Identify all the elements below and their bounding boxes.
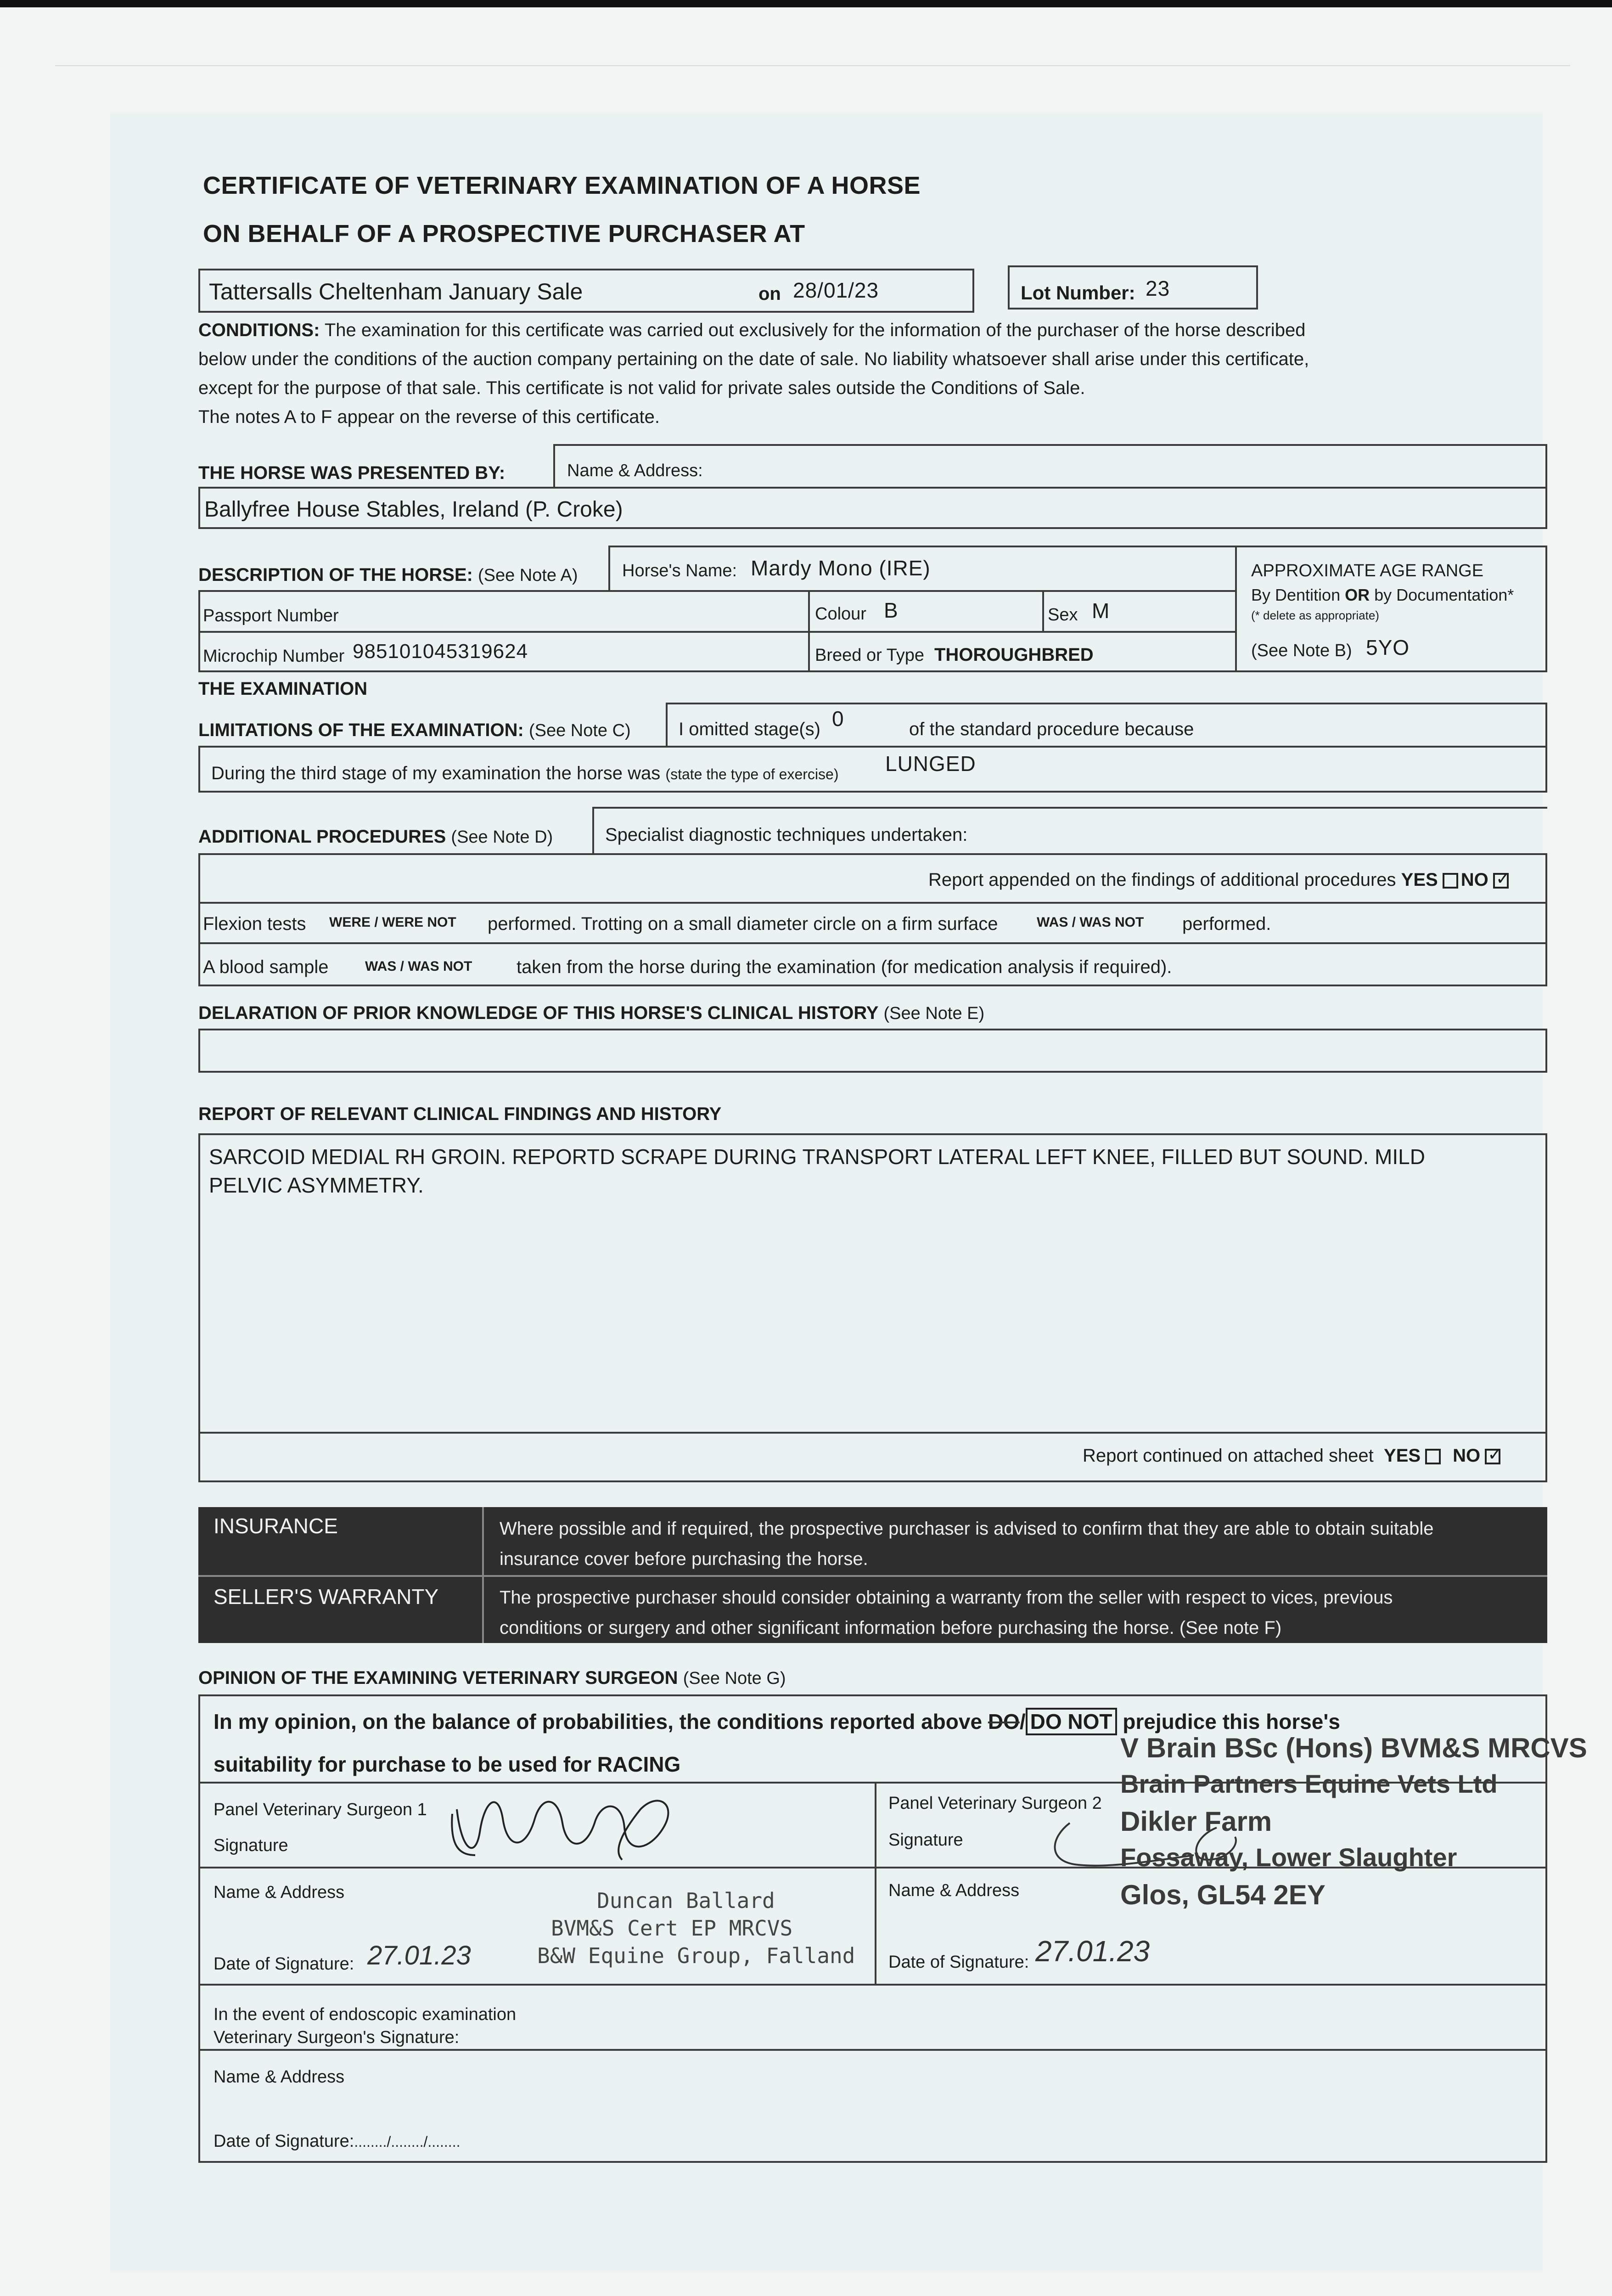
opinion-do-not-option[interactable]: DO NOT — [1026, 1708, 1117, 1735]
horse-name-label: Horse's Name: — [622, 561, 737, 580]
report-label: REPORT OF RELEVANT CLINICAL FINDINGS AND HISTORY — [198, 1104, 722, 1124]
surgeon1-stamp-line1: Duncan Ballard — [597, 1888, 775, 1913]
description-label: DESCRIPTION OF THE HORSE: — [198, 565, 473, 585]
declaration-row — [198, 1003, 984, 1024]
declaration-field[interactable] — [198, 1029, 1547, 1073]
sex-value[interactable]: M — [1092, 599, 1110, 623]
surgeon2-panel-label: Panel Veterinary Surgeon 2 — [888, 1794, 1102, 1813]
surgeon1-signature-label: Signature — [213, 1836, 288, 1855]
microchip-value[interactable]: 985101045319624 — [353, 640, 528, 663]
limitations-label: LIMITATIONS OF THE EXAMINATION: — [198, 720, 524, 740]
surgeon1-panel-label: Panel Veterinary Surgeon 1 — [213, 1800, 427, 1819]
flexion-label: Flexion tests — [203, 914, 306, 934]
breed-value[interactable]: THOROUGHBRED — [934, 645, 1094, 665]
specialist-label: Specialist diagnostic techniques undertaken: — [605, 825, 968, 845]
certificate-title-line1: CERTIFICATE OF VETERINARY EXAMINATION OF A HORSE — [203, 172, 921, 199]
age-value[interactable]: 5YO — [1366, 636, 1410, 659]
description-label-row — [198, 565, 578, 585]
insurance-label: INSURANCE — [213, 1514, 338, 1538]
surgeon2-name-label: Name & Address — [888, 1881, 1020, 1900]
conditions-label: CONDITIONS: — [198, 320, 320, 340]
surgeon2-stamp-line2: Brain Partners Equine Vets Ltd — [1120, 1769, 1498, 1798]
omitted-label: I omitted stage(s) — [679, 719, 821, 739]
opinion-text-b: prejudice this horse's — [1123, 1710, 1340, 1733]
report-continued-yes: YES — [1384, 1446, 1421, 1466]
opinion-statement — [213, 1709, 1340, 1734]
report-appended-yes-checkbox[interactable] — [1443, 873, 1458, 889]
scan-top-edge — [0, 0, 1612, 7]
declaration-label: DELARATION OF PRIOR KNOWLEDGE OF THIS HORSE'S CLINICAL HISTORY — [198, 1003, 879, 1023]
trotting-performed: performed. — [1182, 914, 1271, 934]
report-continued-no-checkbox[interactable] — [1485, 1449, 1500, 1464]
report-appended-no-checkbox[interactable] — [1493, 873, 1509, 889]
passport-label: Passport Number — [203, 606, 339, 625]
report-line2: PELVIC ASYMMETRY. — [209, 1173, 424, 1197]
opinion-text-c: suitability for purchase to be used for RACING — [213, 1752, 681, 1776]
flexion-were-options[interactable]: WERE / WERE NOT — [329, 915, 456, 930]
presented-name-address-label: Name & Address: — [567, 461, 703, 480]
third-stage-small: (state the type of exercise) — [665, 766, 839, 782]
report-line1: SARCOID MEDIAL RH GROIN. REPORTD SCRAPE DURING TRANSPORT LATERAL LEFT KNEE, FILLED BUT SOUND. MILD — [209, 1145, 1425, 1169]
age-by-dentition: By Dentition — [1251, 585, 1341, 604]
surgeon1-date-label: Date of Signature: — [213, 1954, 354, 1974]
omitted-suffix: of the standard procedure because — [909, 719, 1194, 739]
surgeon1-name-label: Name & Address — [213, 1883, 345, 1902]
opinion-text-a: In my opinion, on the balance of probabilities, the conditions reported above — [213, 1710, 983, 1733]
breed-label: Breed or Type — [815, 646, 925, 665]
surgeon1-stamp-line2: BVM&S Cert EP MRCVS — [551, 1916, 793, 1941]
endoscopic-date-blank[interactable]: ......../......../........ — [354, 2133, 461, 2150]
lot-number-label: Lot Number: — [1021, 282, 1135, 304]
third-stage-row — [211, 763, 838, 784]
warranty-text — [500, 1582, 1393, 1643]
declaration-note: (See Note E) — [883, 1004, 985, 1023]
limitations-note: (See Note C) — [528, 721, 631, 740]
conditions-block — [198, 316, 1553, 432]
colour-value[interactable]: B — [884, 598, 899, 622]
surgeon2-stamp-line5: Glos, GL54 2EY — [1120, 1880, 1326, 1910]
age-by-documentation: by Documentation* — [1374, 585, 1514, 604]
opinion-label: OPINION OF THE EXAMINING VETERINARY SURGEON — [198, 1668, 678, 1688]
blood-was-options[interactable]: WAS / WAS NOT — [365, 959, 472, 974]
endoscopic-date-label: Date of Signature: — [213, 2132, 354, 2151]
lot-number-value[interactable]: 23 — [1146, 276, 1170, 300]
opinion-do-option[interactable]: DO — [988, 1710, 1020, 1733]
trotting-was-options[interactable]: WAS / WAS NOT — [1037, 915, 1144, 930]
report-appended-text: Report appended on the findings of additional procedures — [928, 870, 1396, 890]
surgeon2-stamp-line4: Fossaway, Lower Slaughter — [1120, 1843, 1457, 1872]
insurance-line2: insurance cover before purchasing the horse. — [500, 1549, 868, 1569]
conditions-line2: below under the conditions of the auction company pertaining on the date of sale. No liability whatsoever shall arise under this certificate, — [198, 349, 1309, 369]
endoscopic-line2: Veterinary Surgeon's Signature: — [213, 2028, 460, 2047]
report-continued-yes-checkbox[interactable] — [1425, 1449, 1441, 1464]
additional-row — [198, 827, 553, 847]
age-range-title: APPROXIMATE AGE RANGE — [1251, 561, 1484, 580]
blood-label: A blood sample — [203, 957, 329, 977]
opinion-note: (See Note G) — [683, 1669, 786, 1688]
insurance-line1: Where possible and if required, the prospective purchaser is advised to confirm that they are able to obtain suitable — [500, 1519, 1434, 1539]
report-continued-text: Report continued on attached sheet — [1083, 1446, 1374, 1466]
endoscopic-name-label: Name & Address — [213, 2067, 345, 2087]
warranty-label: SELLER'S WARRANTY — [213, 1585, 439, 1609]
opinion-separator: / — [1019, 1710, 1026, 1733]
report-appended-yes: YES — [1401, 870, 1438, 890]
age-note: (See Note B) — [1251, 641, 1352, 660]
surgeon2-date[interactable]: 27.01.23 — [1035, 1935, 1150, 1968]
colour-label: Colour — [815, 604, 866, 624]
sale-date[interactable]: 28/01/23 — [793, 278, 879, 302]
sale-name: Tattersalls Cheltenham January Sale — [209, 279, 583, 304]
report-appended-no: NO — [1460, 870, 1488, 890]
surgeon2-stamp-line3: Dikler Farm — [1120, 1806, 1272, 1837]
conditions-line4: The notes A to F appear on the reverse of this certificate. — [198, 407, 660, 427]
third-stage-text: During the third stage of my examination the horse was — [211, 763, 661, 783]
omitted-value[interactable]: 0 — [832, 707, 844, 731]
report-appended-row — [928, 870, 1511, 890]
certificate-title-line2: ON BEHALF OF A PROSPECTIVE PURCHASER AT — [203, 220, 805, 248]
microchip-label: Microchip Number — [203, 647, 345, 666]
opinion-row — [198, 1668, 786, 1688]
age-delete-note: (* delete as appropriate) — [1251, 608, 1379, 622]
limitations-row — [198, 720, 631, 741]
surgeon1-stamp-line3: B&W Equine Group, Falland — [537, 1943, 855, 1968]
additional-note: (See Note D) — [451, 827, 553, 847]
surgeon2-date-label: Date of Signature: — [888, 1953, 1029, 1972]
endoscopic-label — [213, 2003, 516, 2049]
endoscopic-date-row — [213, 2132, 460, 2151]
sex-label: Sex — [1048, 605, 1078, 625]
surgeon1-date[interactable]: 27.01.23 — [367, 1941, 471, 1970]
flexion-text: performed. Trotting on a small diameter circle on a firm surface — [488, 914, 998, 934]
warranty-line1: The prospective purchaser should consider obtaining a warranty from the seller with respect to vices, previous — [500, 1587, 1393, 1608]
presented-by-label: THE HORSE WAS PRESENTED BY: — [198, 463, 506, 483]
insurance-text — [500, 1514, 1433, 1574]
endoscopic-line1: In the event of endoscopic examination — [213, 2005, 517, 2024]
blood-text: taken from the horse during the examination (for medication analysis if required). — [517, 957, 1172, 977]
description-note: (See Note A) — [477, 566, 578, 585]
sale-on-label: on — [758, 284, 781, 304]
additional-label: ADDITIONAL PROCEDURES — [198, 827, 446, 847]
conditions-line3: except for the purpose of that sale. This certificate is not valid for private sales outside the Conditions of Sale. — [198, 378, 1085, 398]
surgeon1-signature[interactable] — [448, 1782, 705, 1864]
horse-name-value[interactable]: Mardy Mono (IRE) — [751, 556, 931, 580]
age-range-method — [1251, 585, 1514, 605]
report-continued-row — [1083, 1446, 1503, 1466]
conditions-line1: The examination for this certificate was carried out exclusively for the information of the purchaser of the horse described — [324, 320, 1306, 340]
warranty-line2: conditions or surgery and other significant information before purchasing the horse. (See note F) — [500, 1618, 1282, 1638]
report-continued-no: NO — [1453, 1446, 1481, 1466]
age-or: OR — [1345, 585, 1370, 604]
presented-value[interactable]: Ballyfree House Stables, Ireland (P. Croke) — [204, 497, 623, 522]
surgeon2-signature-label: Signature — [888, 1830, 963, 1850]
report-text[interactable] — [209, 1142, 1425, 1199]
third-stage-value[interactable]: LUNGED — [885, 752, 976, 776]
scan-artifact-line — [55, 65, 1570, 66]
surgeon2-stamp-line1: V Brain BSc (Hons) BVM&S MRCVS — [1120, 1733, 1587, 1763]
examination-label: THE EXAMINATION — [198, 679, 368, 699]
